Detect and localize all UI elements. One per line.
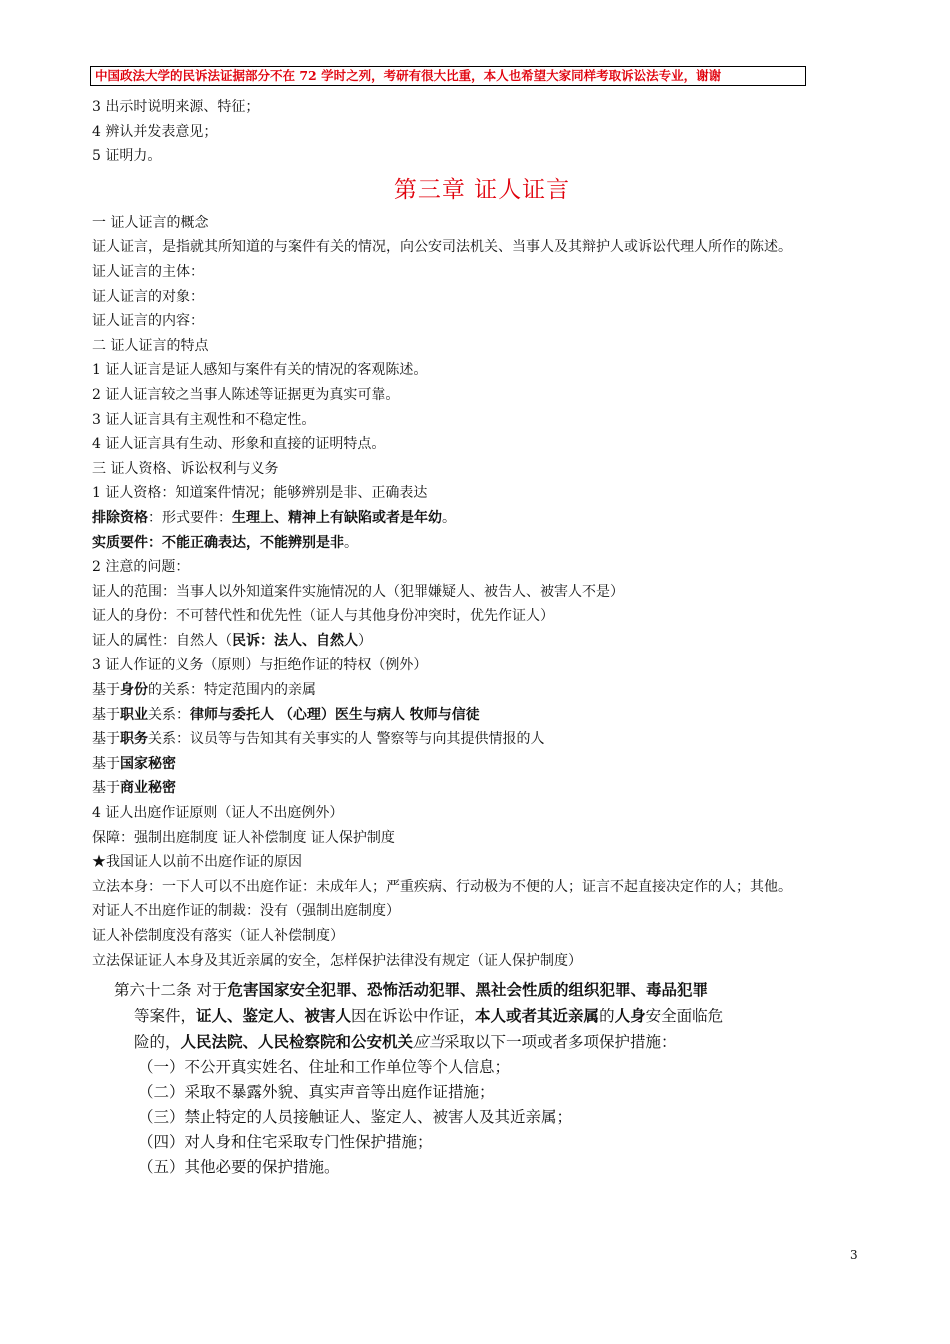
text-line: ★我国证人以前不出庭作证的原因	[92, 854, 302, 871]
text-line: 立法保证证人本身及其近亲属的安全，怎样保护法律没有规定（证人保护制度）	[92, 952, 582, 969]
bold-text: 生理上、精神上有缺陷或者是年幼	[232, 509, 442, 526]
text-span: 因在诉讼中作证，	[351, 1007, 476, 1026]
text-line: 证人的范围：当事人以外知道案件实施情况的人（犯罪嫌疑人、被告人、被害人不是）	[92, 583, 624, 600]
text-line: 3 出示时说明来源、特征；	[92, 99, 260, 115]
measure-item: （三）禁止特定的人员接触证人、鉴定人、被害人及其近亲属；	[138, 1108, 573, 1127]
bold-text: 危害国家安全犯罪、恐怖活动犯罪、黑社会性质的组织犯罪、毒品犯罪	[227, 980, 708, 1000]
bold-text: 本人或者其近亲属	[475, 1006, 600, 1026]
measure-item: （一）不公开真实姓名、住址和工作单位等个人信息；	[138, 1058, 511, 1077]
article-line	[134, 1003, 872, 1029]
exclusion-line	[92, 506, 872, 531]
text-span: 安全面临危	[645, 1007, 724, 1026]
text-span: 关系：议员等与告知其有关事实的人 警察等与向其提供情报的人	[148, 731, 545, 748]
attribute-line	[92, 629, 872, 654]
bold-text: 人民法院、人民检察院和公安机关	[180, 1032, 414, 1052]
text-line: 证人补偿制度没有落实（证人补偿制度）	[92, 928, 344, 944]
header-banner: 中国政法大学的民诉法证据部分不在 72 学时之列，考研有很大比重，本人也希望大家同样考取诉讼法专业，谢谢	[90, 66, 806, 86]
text-span: 第六十二条 对于	[114, 981, 228, 1000]
text-span: 险的，	[134, 1033, 181, 1052]
text-span: 基于	[92, 706, 120, 723]
text-span: 。	[344, 534, 358, 551]
privilege-line	[92, 678, 872, 703]
article-line	[134, 1029, 872, 1055]
text-line: 1 证人资格：知道案件情况；能够辨别是非、正确表达	[92, 485, 428, 502]
text-span: 证人的属性：自然人（	[92, 632, 232, 649]
text-line: 证人的身份：不可替代性和优先性（证人与其他身份冲突时，优先作证人）	[92, 608, 554, 625]
bold-text: 民诉：法人、自然人	[232, 632, 358, 649]
section-heading: 一 证人证言的概念	[92, 214, 209, 231]
text-span: ：形式要件：	[148, 509, 232, 526]
measure-item: （五）其他必要的保护措施。	[138, 1158, 340, 1177]
bold-text: 律师与委托人 （心理）医生与病人 牧师与信徒	[190, 706, 480, 723]
section-heading: 二 证人证言的特点	[92, 337, 209, 354]
measure-item: （二）采取不暴露外貌、真实声音等出庭作证措施；	[138, 1083, 495, 1102]
text-line: 5 证明力。	[92, 148, 162, 165]
text-line: 3 证人作证的义务（原则）与拒绝作证的特权（例外）	[92, 657, 428, 674]
definition-paragraph: 证人证言，是指就其所知道的与案件有关的情况，向公安司法机关、当事人及其辩护人或诉讼代理人所作的陈述。	[92, 239, 792, 256]
privilege-line	[92, 752, 872, 777]
text-line: 对证人不出庭作证的制裁：没有（强制出庭制度）	[92, 903, 400, 920]
document-body	[92, 95, 872, 1180]
bold-text: 排除资格	[92, 509, 148, 526]
text-line: 证人证言的主体：	[92, 263, 204, 280]
privilege-line	[92, 703, 872, 728]
privilege-line	[92, 776, 872, 801]
text-span: 基于	[92, 682, 120, 699]
text-line: 保障：强制出庭制度 证人补偿制度 证人保护制度	[92, 829, 395, 846]
text-span: 基于	[92, 780, 120, 797]
list-item: 3 证人证言具有主观性和不稳定性。	[92, 411, 316, 428]
bold-text: 职务	[120, 731, 148, 748]
text-span: 的	[599, 1007, 615, 1026]
bold-text: 身份	[120, 682, 148, 699]
text-span: 等案件，	[134, 1007, 197, 1026]
text-span: 的关系：特定范围内的亲属	[148, 682, 316, 699]
text-line: 4 辨认并发表意见；	[92, 123, 218, 140]
text-span: 关系：	[148, 706, 190, 723]
bold-text: 商业秘密	[120, 780, 176, 797]
text-span: 。	[442, 509, 456, 526]
privilege-line	[92, 727, 872, 752]
section-heading: 三 证人资格、诉讼权利与义务	[92, 460, 279, 477]
text-line: 证人证言的对象：	[92, 288, 204, 305]
list-item: 4 证人证言具有生动、形象和直接的证明特点。	[92, 436, 386, 453]
measure-item: （四）对人身和住宅采取专门性保护措施；	[138, 1133, 433, 1152]
text-line: 2 注意的问题：	[92, 559, 190, 576]
bold-text: 人身	[614, 1006, 646, 1026]
article-line	[114, 977, 872, 1003]
page-number: 3	[850, 1248, 858, 1262]
italic-text: 应当	[413, 1033, 445, 1052]
chapter-title: 第三章 证人证言	[393, 176, 571, 203]
text-span: ）	[358, 632, 372, 649]
legislation-paragraph: 立法本身：一下人可以不出庭作证：未成年人；严重疾病、行动极为不便的人；证言不起直接决定作的人；其他。	[92, 878, 792, 895]
bold-text: 职业	[120, 706, 148, 723]
text-span: 采取以下一项或者多项保护措施：	[444, 1033, 677, 1052]
text-line: 证人证言的内容：	[92, 313, 204, 330]
list-item: 2 证人证言较之当事人陈述等证据更为真实可靠。	[92, 386, 400, 403]
article-62	[92, 977, 872, 1180]
text-span: 基于	[92, 755, 120, 772]
list-item: 1 证人证言是证人感知与案件有关的情况的客观陈述。	[92, 362, 428, 379]
text-span: 基于	[92, 731, 120, 748]
bold-text: 实质要件：不能正确表达，不能辨别是非	[92, 534, 344, 551]
bold-text: 国家秘密	[120, 755, 176, 772]
substantive-line	[92, 531, 872, 556]
text-line: 4 证人出庭作证原则（证人不出庭例外）	[92, 805, 344, 822]
bold-text: 证人、鉴定人、被害人	[196, 1006, 352, 1026]
